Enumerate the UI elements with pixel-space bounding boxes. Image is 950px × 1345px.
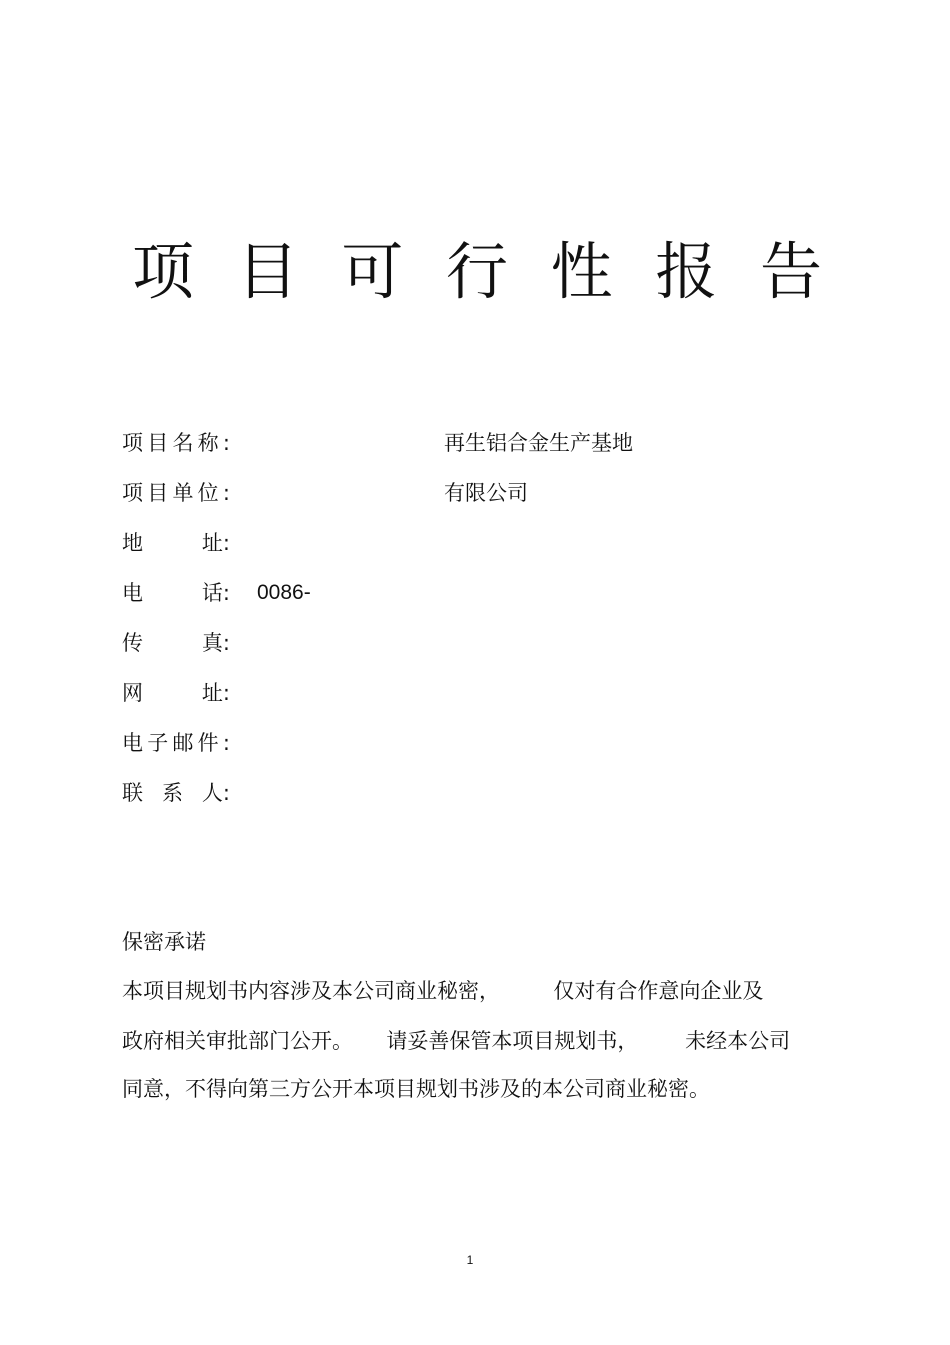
document-title [132, 232, 822, 312]
field-label-char: 子 [147, 731, 169, 755]
field-label-char: : [222, 481, 230, 505]
field-value: 0086- [257, 581, 311, 604]
field-value: 有限公司 [444, 481, 528, 505]
title-char: 项 [132, 235, 195, 308]
field-label-char: 项 [122, 431, 143, 455]
field-label-char: 单 [172, 481, 194, 505]
paragraph-line: 政府相关审批部门公开。 请妥善保管本项目规划书， 未经本公司 [122, 1029, 791, 1053]
field-label-char: 话: [201, 581, 230, 605]
field-label-char: : [222, 731, 230, 755]
field-label-char: : [222, 431, 230, 455]
field-label-char: 件 [197, 731, 219, 755]
field-label [122, 428, 230, 458]
title-char: 可 [341, 235, 404, 308]
title-char: 报 [655, 235, 718, 308]
field-label-char: 电 [122, 731, 143, 755]
field-label-char: 邮 [172, 731, 194, 755]
field-label-char: 地 [122, 531, 143, 555]
field-value: 再生铝合金生产基地 [444, 431, 633, 455]
field-label-char: 系 [161, 781, 183, 805]
field-label-char: 址: [201, 531, 230, 555]
title-char: 告 [759, 235, 822, 308]
field-label [122, 728, 230, 758]
paragraph-line: 同意，不得向第三方公开本项目规划书涉及的本公司商业秘密。 [122, 1077, 710, 1101]
title-char: 目 [236, 235, 299, 308]
field-label-char: 目 [147, 481, 169, 505]
title-char: 行 [445, 235, 508, 308]
field-label-char: 真: [201, 631, 230, 655]
field-label-char: 目 [147, 431, 169, 455]
title-char: 性 [550, 235, 613, 308]
field-label [122, 628, 230, 658]
field-label-char: 电 [122, 581, 143, 605]
field-label [122, 578, 230, 608]
field-label-char: 位 [197, 481, 219, 505]
field-label-char: 人: [201, 781, 230, 805]
field-label-char: 称 [197, 431, 219, 455]
field-label [122, 678, 230, 708]
field-label [122, 478, 230, 508]
confidentiality-heading: 保密承诺 [122, 930, 206, 954]
field-label [122, 528, 230, 558]
field-label-char: 网 [122, 681, 143, 705]
field-label-char: 联 [122, 781, 143, 805]
field-label-char: 传 [122, 631, 143, 655]
field-label-char: 址: [201, 681, 230, 705]
field-label-char: 项 [122, 481, 143, 505]
paragraph-line: 本项目规划书内容涉及本公司商业秘密， 仅对有合作意向企业及 [122, 979, 764, 1003]
field-label [122, 778, 230, 808]
page-number: 1 [466, 1253, 474, 1267]
field-label-char: 名 [172, 431, 194, 455]
